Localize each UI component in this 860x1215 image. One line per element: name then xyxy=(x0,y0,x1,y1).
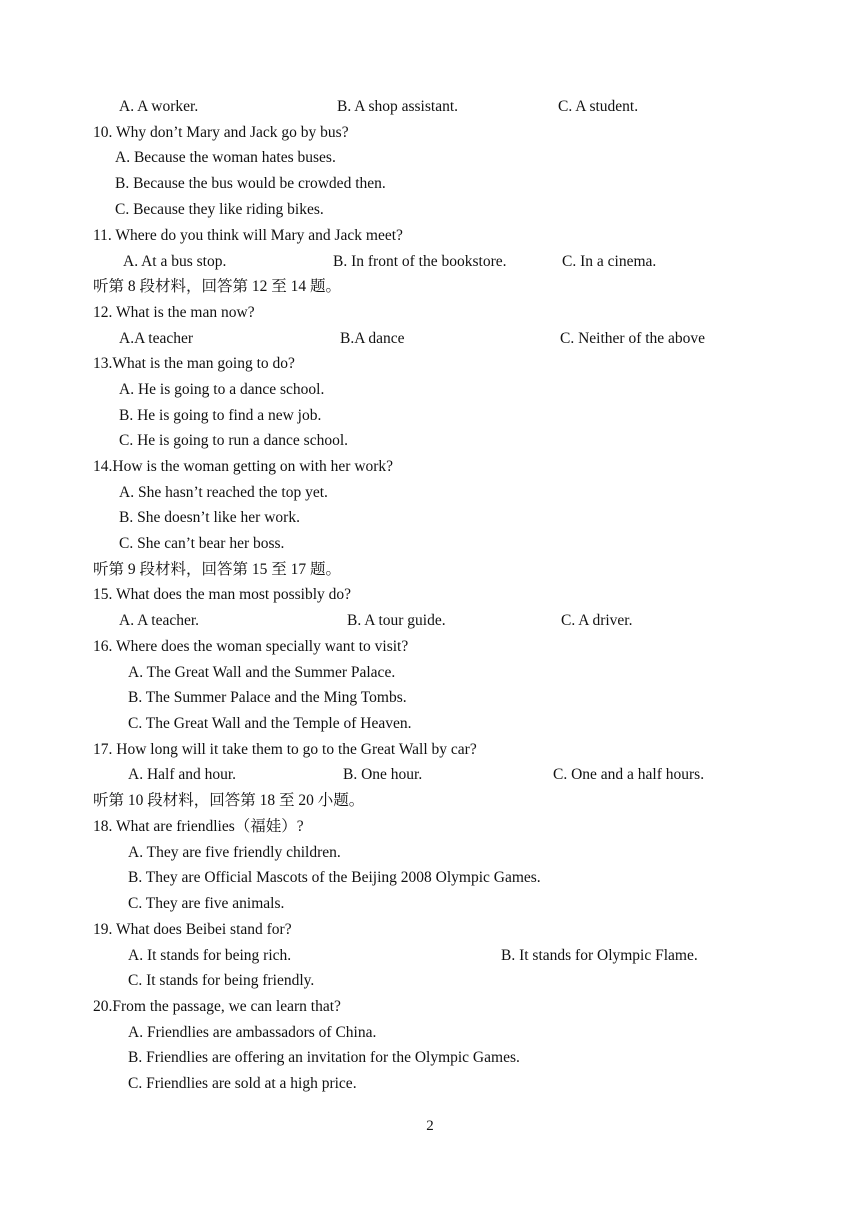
option-11a: A. At a bus stop. xyxy=(123,253,227,270)
option-12c: C. Neither of the above xyxy=(560,330,706,347)
option-9b: B. A shop assistant. xyxy=(337,98,459,115)
option-11b: B. In front of the bookstore. xyxy=(333,253,507,270)
option-18b: B. They are Official Mascots of the Beijing 2008 Olympic Games. xyxy=(128,869,541,886)
section-heading-9: 听第 9 段材料，回答第 15 至 17 题。 xyxy=(93,561,342,578)
option-16b: B. The Summer Palace and the Ming Tombs. xyxy=(128,689,407,706)
option-11c: C. In a cinema. xyxy=(562,253,657,270)
question-17: 17. How long will it take them to go to the Great Wall by car? xyxy=(93,741,477,758)
option-10a: A. Because the woman hates buses. xyxy=(115,149,336,166)
option-19b: B. It stands for Olympic Flame. xyxy=(501,947,698,964)
option-15c: C. A driver. xyxy=(561,612,633,629)
option-20c: C. Friendlies are sold at a high price. xyxy=(128,1075,357,1092)
section-heading-10: 听第 10 段材料，回答第 18 至 20 小题。 xyxy=(93,792,365,809)
option-9a: A. A worker. xyxy=(119,98,199,115)
option-19a: A. It stands for being rich. xyxy=(128,947,292,964)
option-13b: B. He is going to find a new job. xyxy=(119,407,322,424)
option-20a: A. Friendlies are ambassadors of China. xyxy=(128,1024,377,1041)
question-15: 15. What does the man most possibly do? xyxy=(93,586,352,603)
question-13: 13.What is the man going to do? xyxy=(93,355,295,372)
option-15a: A. A teacher. xyxy=(119,612,200,629)
option-17b: B. One hour. xyxy=(343,766,423,783)
option-17c: C. One and a half hours. xyxy=(553,766,705,783)
option-13a: A. He is going to a dance school. xyxy=(119,381,325,398)
page-number: 2 xyxy=(426,1118,434,1134)
section-heading-8: 听第 8 段材料，回答第 12 至 14 题。 xyxy=(93,278,342,295)
question-14: 14.How is the woman getting on with her work? xyxy=(93,458,394,475)
option-20b: B. Friendlies are offering an invitation for the Olympic Games. xyxy=(128,1049,520,1066)
option-10b: B. Because the bus would be crowded then. xyxy=(115,175,386,192)
option-16c: C. The Great Wall and the Temple of Heaven. xyxy=(128,715,412,732)
option-17a: A. Half and hour. xyxy=(128,766,237,783)
option-12b: B.A dance xyxy=(340,330,405,347)
option-18c: C. They are five animals. xyxy=(128,895,285,912)
question-16: 16. Where does the woman specially want to visit? xyxy=(93,638,409,655)
option-16a: A. The Great Wall and the Summer Palace. xyxy=(128,664,396,681)
option-14c: C. She can’t bear her boss. xyxy=(119,535,285,552)
option-14a: A. She hasn’t reached the top yet. xyxy=(119,484,328,501)
option-12a: A.A teacher xyxy=(119,330,194,347)
question-18: 18. What are friendlies（福娃）? xyxy=(93,818,304,835)
option-18a: A. They are five friendly children. xyxy=(128,844,341,861)
option-13c: C. He is going to run a dance school. xyxy=(119,432,349,449)
question-19: 19. What does Beibei stand for? xyxy=(93,921,292,938)
option-9c: C. A student. xyxy=(558,98,639,115)
question-10: 10. Why don’t Mary and Jack go by bus? xyxy=(93,124,349,141)
option-19c: C. It stands for being friendly. xyxy=(128,972,315,989)
question-12: 12. What is the man now? xyxy=(93,304,255,321)
option-15b: B. A tour guide. xyxy=(347,612,446,629)
question-20: 20.From the passage, we can learn that? xyxy=(93,998,341,1015)
option-10c: C. Because they like riding bikes. xyxy=(115,201,324,218)
option-14b: B. She doesn’t like her work. xyxy=(119,509,300,526)
question-11: 11. Where do you think will Mary and Jack meet? xyxy=(93,227,403,244)
